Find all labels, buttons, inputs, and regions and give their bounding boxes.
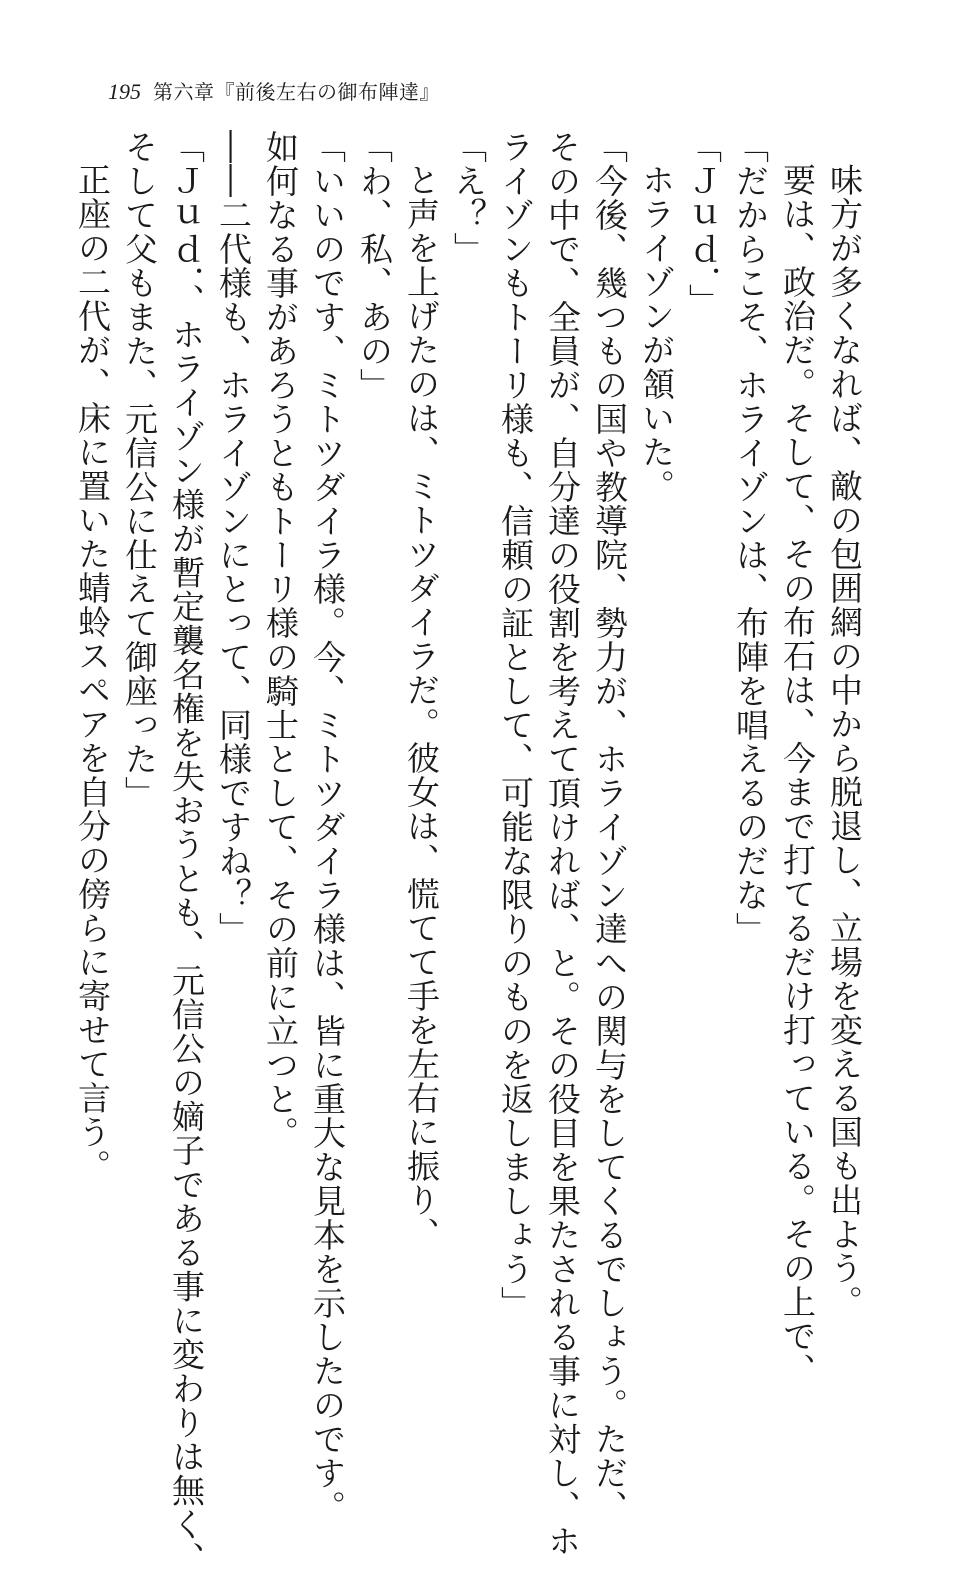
- text-line: 如何なる事があろうともトーリ様の騎士として、その前に立つと。: [261, 130, 300, 1150]
- text-line: 正座の二代が、床に置いた蜻蛉スペアを自分の傍らに寄せて言う。: [73, 163, 112, 1183]
- page-number: 195: [108, 79, 141, 104]
- text-line: 味方が多くなれば、敵の包囲網の中から脱退し、立場を変える国も出よう。: [825, 163, 864, 1319]
- text-line: ホライゾンが頷いた。: [637, 163, 676, 503]
- text-line: ライゾンもトーリ様も、信頼の証として、可能な限りのものを返しましょう」: [496, 130, 535, 1320]
- body-text: [73, 130, 868, 1576]
- text-line: と声を上げたのは、ミトツダイラだ。彼女は、慌てて手を左右に振り、: [402, 163, 441, 1251]
- text-line: ――二代様も、ホライゾンにとって、同様ですね？」: [214, 130, 253, 946]
- text-line: 要は、政治だ。そして、その布石は、今まで打てるだけ打っている。その上で、: [778, 163, 817, 1387]
- text-line: 「え？」: [449, 130, 488, 266]
- text-line: 「いいのです、ミトツダイラ様。今、ミトツダイラ様は、皆に重大な見本を示したのです。: [308, 130, 347, 1524]
- text-line: 「だからこそ、ホライゾンは、布陣を唱えるのだな」: [731, 130, 770, 946]
- text-line: その中で、全員が、自分達の役割を考えて頂ければ、と。その役目を果たされる事に対し、ホ: [543, 130, 582, 1558]
- text-line: 「わ、私、あの」: [355, 130, 394, 402]
- text-line: 「Ｊｕｄ．、ホライゾン様が暫定襲名権を失おうとも、元信公の嫡子である事に変わりは無く、: [167, 130, 206, 1576]
- page-header: [108, 76, 440, 105]
- text-line: 「Ｊｕｄ．」: [684, 130, 723, 318]
- text-line: そして父もまた、元信公に仕えて御座った」: [120, 130, 159, 810]
- text-line: 「今後、幾つもの国や教導院、勢力が、ホライゾン達への関与をしてくるでしょう。ただ、: [590, 130, 629, 1524]
- chapter-title: 第六章『前後左右の御布陣達』: [153, 82, 440, 104]
